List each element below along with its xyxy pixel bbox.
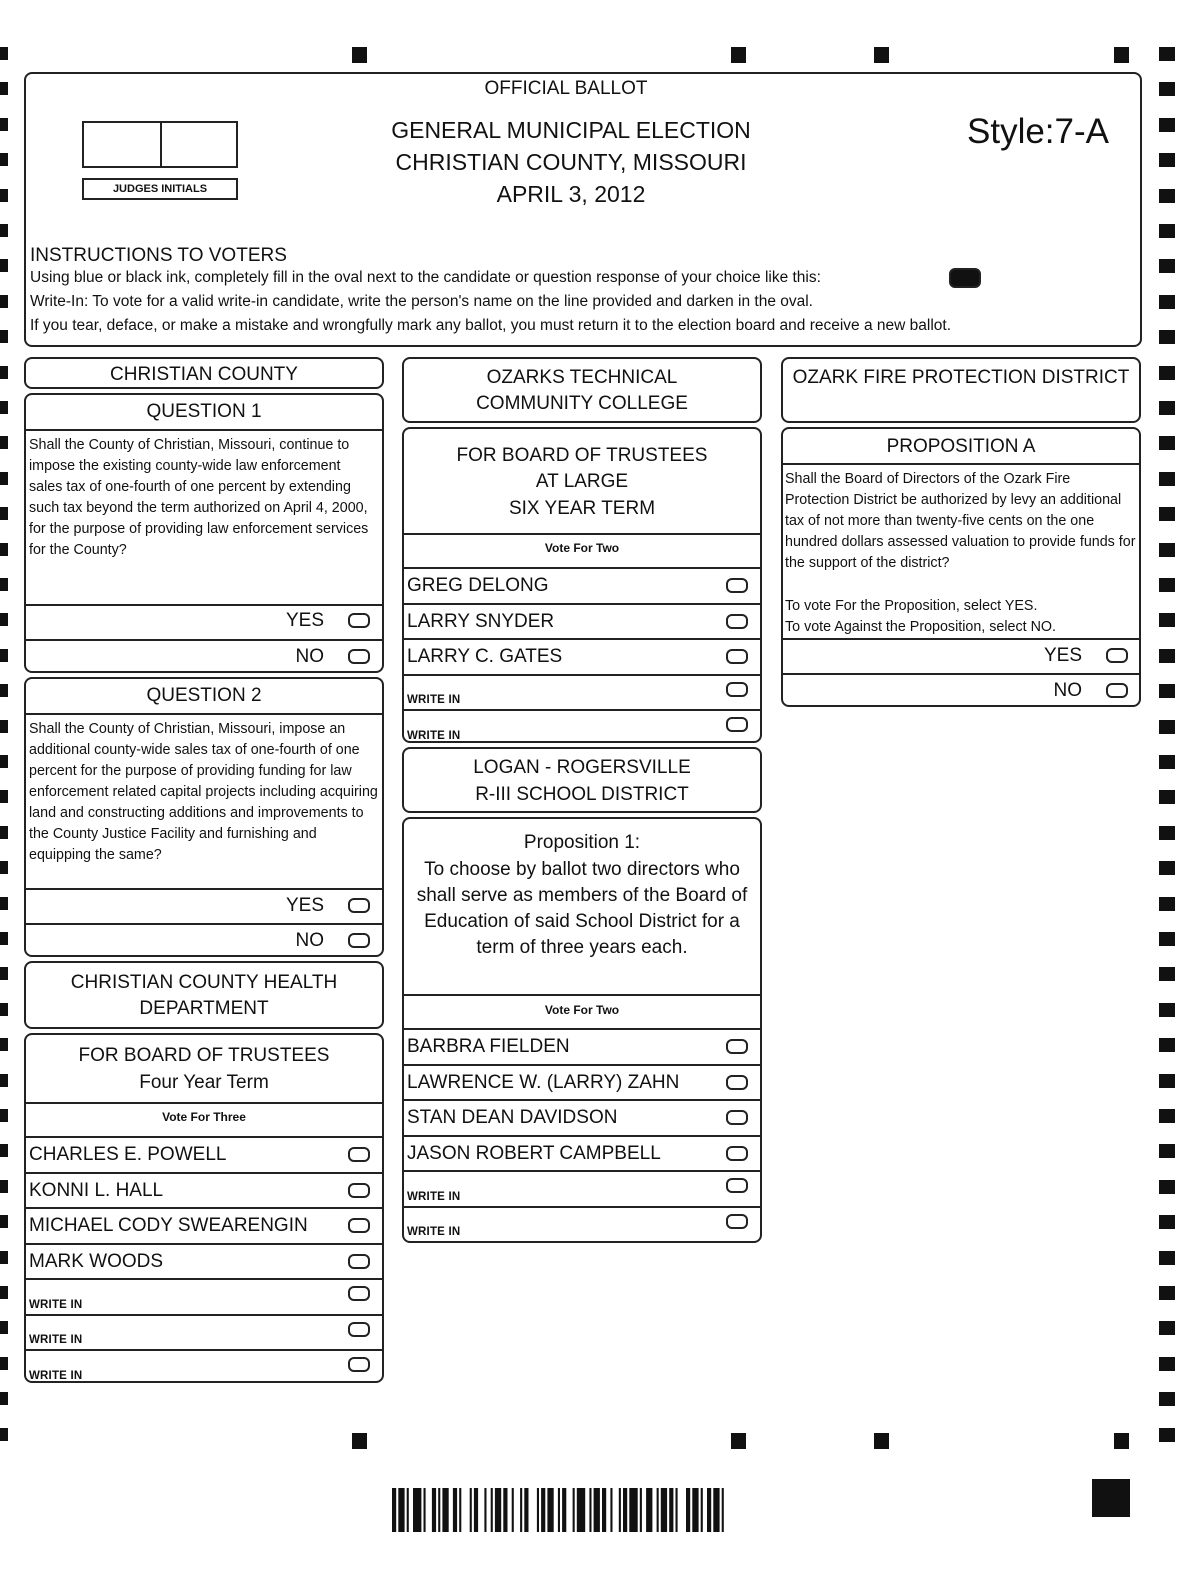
candidate-row[interactable] [403,1100,761,1136]
timing-mark [1159,967,1175,981]
college-title-line2: COMMUNITY COLLEGE [476,393,688,414]
timing-mark [0,472,8,485]
divider [25,1102,383,1104]
barcode-bar [619,1488,621,1532]
timing-mark [0,189,8,202]
college-vote-for: Vote For Two [544,541,620,555]
barcode-bar [594,1488,600,1532]
timing-mark [1159,1286,1175,1300]
timing-mark [1159,755,1175,769]
candidate-row[interactable] [25,1244,383,1280]
question-2-title: QUESTION 2 [146,685,262,706]
timing-mark [0,967,8,980]
write-in-row[interactable] [25,1315,383,1351]
school-prop-title: Proposition 1: [523,832,641,853]
write-in-label: WRITE IN [407,1226,461,1238]
timing-mark [731,1433,746,1449]
candidate-row[interactable] [25,1137,383,1173]
divider [782,638,1140,640]
candidate-name: LARRY C. GATES [407,646,563,667]
school-prop-line1: To choose by ballot two directors who [424,859,740,880]
timing-mark [0,507,8,520]
candidate-name: JASON ROBERT CAMPBELL [407,1142,661,1164]
timing-mark [1159,1038,1175,1052]
question-1-title: QUESTION 1 [146,401,262,422]
instructions-heading: INSTRUCTIONS TO VOTERS [30,245,287,266]
college-board-line3: SIX YEAR TERM [508,498,656,519]
write-in-row[interactable] [403,1171,761,1207]
candidate-row[interactable] [403,1136,761,1172]
timing-mark [1159,1074,1175,1088]
divider [25,888,383,890]
timing-mark [1159,82,1175,96]
timing-mark [1159,189,1175,203]
proposition-a-for: To vote For the Proposition, select YES. [785,598,1038,614]
q1-yes-oval[interactable] [348,613,370,628]
write-in-row[interactable] [403,1207,761,1243]
timing-mark [0,1144,8,1157]
ballot-style: Style:7-A [967,112,1109,151]
election-date: APRIL 3, 2012 [496,181,646,207]
timing-mark [0,1215,8,1228]
health-department-title: CHRISTIAN COUNTY HEALTH DEPARTMENT [70,972,338,1019]
timing-mark [0,1286,8,1299]
timing-mark [1159,259,1175,273]
candidate-name: CHARLES E. POWELL [29,1144,227,1165]
divider [403,533,761,535]
write-in-oval[interactable] [348,1286,370,1301]
vote-oval[interactable] [348,1147,370,1162]
proposition-a-text: Shall the Board of Directors of the Ozark Fire Protection District be authorized by levy an additional tax of not more than twenty-five cents on the one hundred dollars assessed valuation to provide funds for the support of the district? [785,471,1136,571]
q2-no-label: NO [295,930,324,951]
barcode-bar [589,1488,591,1532]
instructions-line1: Using blue or black ink, completely fill in the oval next to the candidate or question response of your choice like this: [30,269,821,286]
divider [25,639,383,641]
q2-yes-label: YES [285,895,324,916]
barcode-bar [438,1488,440,1532]
barcode-bar [470,1488,472,1532]
timing-mark [1159,401,1175,415]
timing-mark [0,82,8,95]
vote-oval[interactable] [726,614,748,629]
barcode-bar [442,1488,448,1532]
barcode [392,1488,812,1532]
judges-initials-label: JUDGES INITIALS [82,178,238,200]
timing-mark [0,790,8,803]
candidate-name: LARRY SNYDER [407,610,555,632]
q1-no-label: NO [295,646,324,667]
barcode-bar [392,1488,396,1532]
divider [25,923,383,925]
question-2-text: Shall the County of Christian, Missouri, impose an additional county-wide sales tax of one-fourth of one percent for the purpose of providing funding for law enforcement related capital projects including acquiring land and constructing additions and improvements to the County Justice Facility and furnishing and equipping the same? [29,721,378,863]
barcode-bar [413,1488,421,1532]
barcode-bar [537,1488,539,1532]
timing-mark [352,47,367,63]
barcode-bar [623,1488,627,1532]
write-in-row[interactable] [25,1350,383,1386]
timing-mark [0,366,8,379]
write-in-row[interactable] [403,710,761,746]
divider [25,429,383,431]
timing-mark [1159,1251,1175,1265]
college-board-line1: FOR BOARD OF TRUSTEES [456,445,708,466]
timing-mark [0,720,8,733]
write-in-label: WRITE IN [29,1298,83,1311]
barcode-bar [686,1488,690,1532]
candidate-row[interactable] [403,1065,761,1101]
vote-oval[interactable] [726,1075,748,1090]
timing-mark [1159,507,1175,521]
timing-mark [1159,1215,1175,1229]
instructions-line3: If you tear, deface, or make a mistake and wrongfully mark any ballot, you must return it to the election board and receive a new ballot. [30,317,952,334]
timing-mark [0,295,8,308]
timing-mark [874,47,889,63]
candidate-row[interactable] [403,639,761,675]
vote-oval[interactable] [348,1254,370,1269]
instructions-line2: Write-In: To vote for a valid write-in candidate, write the person's name on the line provided and darken in the oval. [30,293,813,310]
barcode-bar [432,1488,436,1532]
timing-mark [0,224,8,237]
q2-no-oval[interactable] [348,933,370,948]
timing-mark [1159,295,1175,309]
barcode-bar [512,1488,514,1532]
barcode-bar [602,1488,606,1532]
school-prop-line4: term of three years each. [476,937,688,958]
timing-mark [1159,366,1175,380]
college-title-line1: OZARKS TECHNICAL [486,367,678,388]
election-title-line2: CHRISTIAN COUNTY, MISSOURI [395,149,747,175]
timing-mark [1159,1003,1175,1017]
vote-oval[interactable] [348,1183,370,1198]
timing-mark [731,47,746,63]
barcode-bar [491,1488,493,1532]
prop-a-no-label: NO [1053,680,1082,701]
timing-mark [0,649,8,662]
timing-mark [1159,153,1175,167]
timing-mark [1159,1428,1175,1442]
timing-mark [1159,1321,1175,1335]
timing-mark [0,330,8,343]
barcode-bar [484,1488,486,1532]
barcode-bar [646,1488,652,1532]
timing-mark [1159,436,1175,450]
write-in-oval[interactable] [726,1178,748,1193]
candidate-row[interactable] [403,604,761,640]
timing-mark [0,578,8,591]
vote-oval[interactable] [726,578,748,593]
barcode-bar [453,1488,457,1532]
timing-mark [0,1392,8,1405]
barcode-bar [707,1488,711,1532]
school-district-line2: R-III SCHOOL DISTRICT [475,784,689,805]
timing-mark [1114,47,1129,63]
divider [782,463,1140,465]
christian-county-title: CHRISTIAN COUNTY [110,364,298,385]
barcode-bar [524,1488,528,1532]
timing-mark [0,118,8,131]
timing-mark [0,932,8,945]
timing-mark [1159,1392,1175,1406]
barcode-bar [577,1488,585,1532]
timing-mark [0,1321,8,1334]
barcode-bar [398,1488,404,1532]
barcode-bar [657,1488,659,1532]
barcode-bar [495,1488,501,1532]
q2-yes-oval[interactable] [348,898,370,913]
write-in-label: WRITE IN [407,1190,461,1203]
divider [782,673,1140,675]
school-prop-line2: shall serve as members of the Board of [416,885,748,906]
q1-yes-label: YES [285,610,324,631]
candidate-name: GREG DELONG [407,575,549,596]
barcode-bar [713,1488,719,1532]
barcode-bar [661,1488,667,1532]
fire-district-title: OZARK FIRE PROTECTION DISTRICT [792,367,1130,388]
q1-no-oval[interactable] [348,649,370,664]
timing-mark [1159,472,1175,486]
timing-mark [1159,861,1175,875]
divider [25,604,383,606]
timing-mark [1159,1109,1175,1123]
barcode-bar [692,1488,698,1532]
timing-mark [0,755,8,768]
write-in-row[interactable] [403,675,761,711]
candidate-row[interactable] [403,1029,761,1065]
timing-mark [1159,826,1175,840]
prop-a-no-oval[interactable] [1106,683,1128,698]
barcode-bar [610,1488,612,1532]
candidate-name: KONNI L. HALL [29,1179,164,1201]
vote-oval[interactable] [726,1110,748,1125]
write-in-row[interactable] [25,1279,383,1315]
timing-mark [1159,118,1175,132]
candidate-name: MICHAEL CODY SWEARENGIN [29,1215,308,1236]
barcode-bar [629,1488,637,1532]
timing-mark [0,1428,8,1441]
write-in-label: WRITE IN [407,694,461,706]
candidate-name: MARK WOODS [29,1250,164,1272]
barcode-bar [541,1488,545,1532]
barcode-bar [562,1488,566,1532]
timing-mark [1159,790,1175,804]
timing-mark [0,1109,8,1122]
question-1-text: Shall the County of Christian, Missouri, continue to impose the existing county-wide law enforcement sales tax of one-fourth of one percent by extending such tax beyond the term authorized on April 4, 2000, for the purpose of providing law enforcement services for the County? [29,437,369,558]
barcode-bar [424,1488,426,1532]
write-in-label: WRITE IN [29,1334,83,1346]
proposition-a-title: PROPOSITION A [886,436,1036,457]
timing-mark [1114,1433,1129,1449]
write-in-oval[interactable] [726,1214,748,1229]
barcode-bar [459,1488,461,1532]
health-board-title: FOR BOARD OF TRUSTEES [78,1045,330,1066]
candidate-name: STAN DEAN DAVIDSON [407,1107,618,1128]
barcode-bar [558,1488,560,1532]
timing-mark [1159,649,1175,663]
timing-mark [0,543,8,556]
timing-mark [1159,47,1175,61]
timing-mark [1159,224,1175,238]
timing-mark [0,1357,8,1370]
barcode-bar [520,1488,522,1532]
barcode-bar [701,1488,703,1532]
timing-mark [1159,1357,1175,1371]
prop-a-yes-oval[interactable] [1106,648,1128,663]
timing-mark [0,259,8,272]
college-board-line2: AT LARGE [535,471,629,492]
corner-block-mark [1092,1479,1130,1517]
timing-mark [0,153,8,166]
timing-mark [352,1433,367,1449]
timing-mark [1159,720,1175,734]
barcode-bar [676,1488,678,1532]
vote-oval[interactable] [348,1218,370,1233]
write-in-oval[interactable] [726,717,748,732]
timing-mark [874,1433,889,1449]
timing-mark [1159,1144,1175,1158]
health-vote-for: Vote For Three [162,1110,246,1124]
candidate-row[interactable] [403,568,761,604]
candidate-row[interactable] [25,1173,383,1209]
school-prop-line3: Education of said School District for a [424,911,740,932]
timing-mark [0,436,8,449]
vote-oval[interactable] [726,1146,748,1161]
timing-mark [1159,543,1175,557]
divider [25,713,383,715]
timing-mark [1159,613,1175,627]
candidate-row[interactable] [25,1208,383,1244]
prop-a-yes-label: YES [1043,645,1082,666]
initials-divider [160,121,162,168]
timing-mark [1159,932,1175,946]
vote-oval[interactable] [726,649,748,664]
school-vote-for: Vote For Two [544,1003,620,1017]
barcode-bar [547,1488,553,1532]
timing-mark [0,401,8,414]
timing-mark [0,897,8,910]
timing-mark [0,47,8,60]
timing-mark [1159,684,1175,698]
filled-oval-example-icon [949,268,981,288]
timing-mark [1159,897,1175,911]
timing-mark [0,1003,8,1016]
timing-mark [0,1038,8,1051]
write-in-oval[interactable] [348,1357,370,1372]
write-in-label: WRITE IN [407,729,461,742]
timing-mark [0,1074,8,1087]
timing-mark [1159,330,1175,344]
barcode-bar [640,1488,642,1532]
health-board-term: Four Year Term [139,1072,269,1093]
barcode-bar [474,1488,478,1532]
timing-mark [1159,1180,1175,1194]
barcode-bar [573,1488,575,1532]
timing-mark [0,613,8,626]
barcode-bar [669,1488,673,1532]
timing-mark [0,826,8,839]
barcode-bar [407,1488,409,1532]
write-in-label: WRITE IN [29,1369,83,1382]
candidate-name: LAWRENCE W. (LARRY) ZAHN [407,1071,680,1093]
barcode-bar [503,1488,507,1532]
write-in-oval[interactable] [726,682,748,697]
proposition-a-against: To vote Against the Proposition, select NO. [785,619,1056,635]
election-title-line1: GENERAL MUNICIPAL ELECTION [391,117,751,143]
vote-oval[interactable] [726,1039,748,1054]
timing-mark [0,1180,8,1193]
timing-mark [0,1251,8,1264]
school-district-line1: LOGAN - ROGERSVILLE [473,757,691,778]
divider [403,994,761,996]
timing-mark [1159,578,1175,592]
timing-mark [0,684,8,697]
candidate-name: BARBRA FIELDEN [407,1036,570,1057]
barcode-bar [722,1488,724,1532]
official-ballot-title: OFFICIAL BALLOT [484,78,648,99]
write-in-oval[interactable] [348,1322,370,1337]
timing-mark [0,861,8,874]
